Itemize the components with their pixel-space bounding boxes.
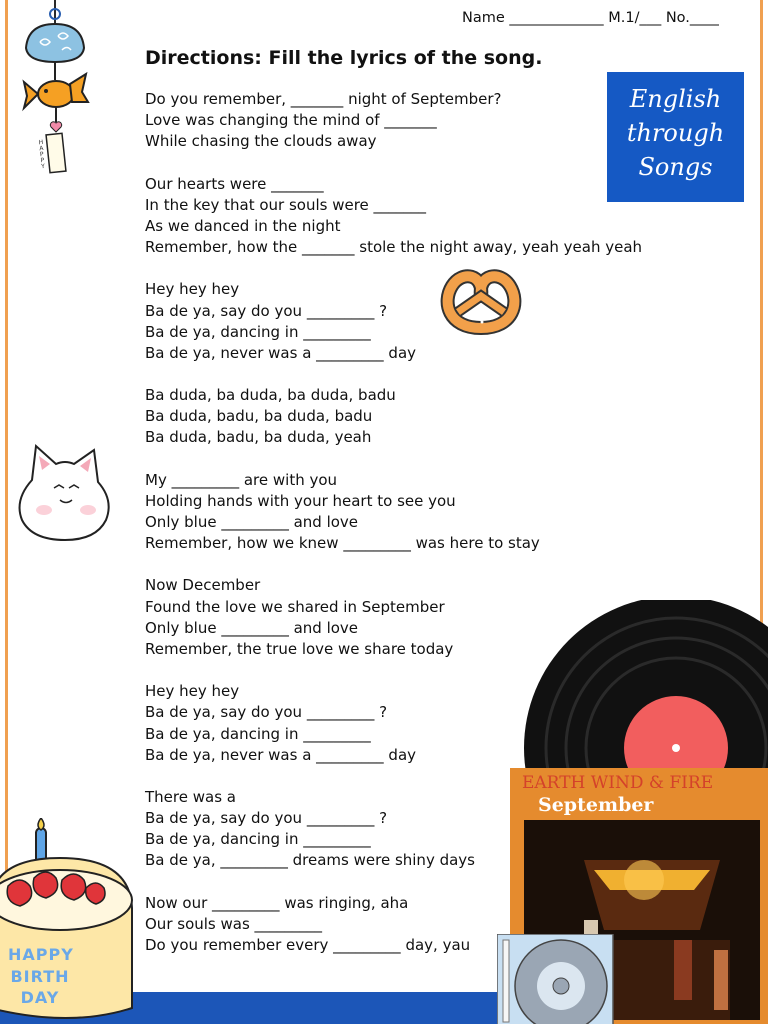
lyric-line: Ba de ya, _________ dreams were shiny days <box>145 851 475 870</box>
lyric-line: My _________ are with you <box>145 470 338 489</box>
wind-chime-icon <box>18 0 90 178</box>
lyric-line: In the key that our souls were _______ <box>145 195 427 214</box>
cat-face-icon <box>14 440 116 544</box>
lyric-line: Our souls was _________ <box>145 914 323 933</box>
lyric-line: Ba de ya, dancing in _________ <box>145 724 371 743</box>
lyric-line: Hey hey hey <box>145 682 240 701</box>
cake-greeting <box>8 944 72 1009</box>
lyric-line: As we danced in the night <box>145 216 341 235</box>
lyric-line: Ba de ya, never was a _________ day <box>145 343 417 362</box>
lyric-line: Ba duda, ba duda, ba duda, badu <box>145 386 396 405</box>
lyric-line: Love was changing the mind of _______ <box>145 111 437 130</box>
lyric-line: Ba de ya, say do you _________ ? <box>145 703 388 722</box>
lyrics-stanza <box>145 279 685 364</box>
lyric-line: Holding hands with your heart to see you <box>145 491 456 510</box>
lyric-line: Only blue _________ and love <box>145 513 359 531</box>
lyric-line: Do you remember every _________ day, yau <box>145 936 471 954</box>
cd-case-icon <box>497 934 615 1024</box>
cake-text-line: DAY <box>20 988 60 1007</box>
vinyl-record-icon <box>518 600 768 780</box>
cake-text-line: HAPPY <box>8 945 74 964</box>
lyrics-stanza <box>145 174 685 259</box>
lyric-line: Remember, how the _______ stole the night away, yeah yeah yeah <box>145 238 643 257</box>
lyric-line: Hey hey hey <box>145 280 240 299</box>
lyric-line: Only blue _________ and love <box>145 618 359 637</box>
lyrics-stanza <box>145 470 685 555</box>
lyric-line: Ba de ya, dancing in _________ <box>145 830 371 849</box>
lyric-line: Now December <box>145 576 261 595</box>
lyric-line: Remember, the true love we share today <box>145 639 454 658</box>
lyric-line: There was a <box>145 787 236 806</box>
lyric-line: Found the love we shared in September <box>145 597 445 616</box>
lyric-line: Now our _________ was ringing, aha <box>145 893 409 912</box>
cake-text-line: BIRTH <box>10 966 70 986</box>
lyric-line: Remember, how we knew _________ was here to stay <box>145 534 540 553</box>
lyric-line: Ba duda, badu, ba duda, yeah <box>145 428 372 447</box>
lyrics-stanza <box>145 89 685 153</box>
lyric-line: While chasing the clouds away <box>145 132 377 151</box>
album-band-name: EARTH WIND & FIRE <box>522 773 714 793</box>
lyrics-stanza <box>145 385 685 449</box>
directions-title: Directions: Fill the lyrics of the song. <box>145 47 543 69</box>
album-title: September <box>538 794 654 816</box>
pretzel-icon <box>438 262 524 338</box>
lyric-line: Do you remember, _______ night of September? <box>145 90 502 108</box>
lyric-line: Ba de ya, dancing in _________ <box>145 322 371 341</box>
lyric-line: Ba duda, badu, ba duda, badu <box>145 407 373 426</box>
badge-line: through <box>626 119 725 147</box>
lyric-line: Ba de ya, never was a _________ day <box>145 745 417 764</box>
badge-line: English <box>629 85 722 113</box>
name-field-line: Name _____________ M.1/___ No.____ <box>462 10 719 26</box>
lyric-line: Ba de ya, say do you _________ ? <box>145 809 388 828</box>
wind-chime-tag: HAPPY <box>38 138 46 171</box>
lyric-line: Our hearts were _______ <box>145 174 324 193</box>
badge-line: Songs <box>638 153 713 181</box>
lyric-line: Ba de ya, say do you _________ ? <box>145 301 388 320</box>
